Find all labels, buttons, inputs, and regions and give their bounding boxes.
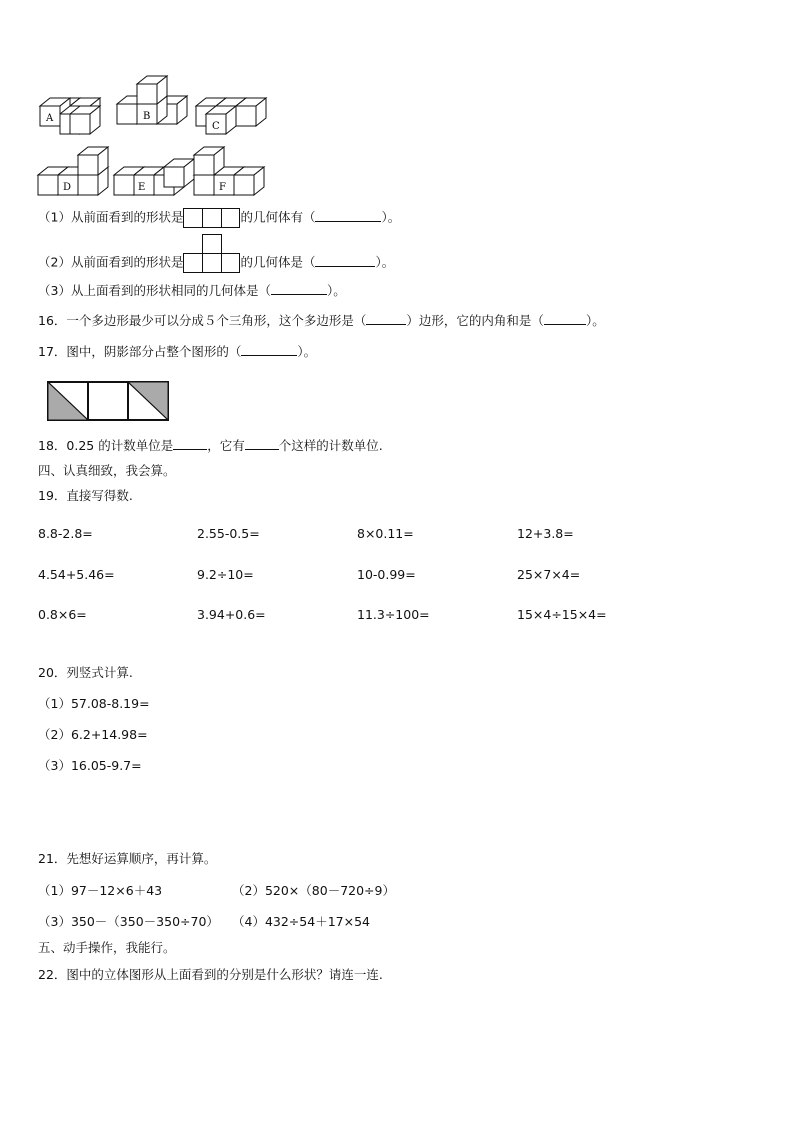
q22-title: 22．图中的立体图形从上面看到的分别是什么形状？请连一连. [38, 967, 383, 982]
t-shape [183, 244, 240, 282]
q18-blank-1[interactable] [173, 437, 207, 450]
q15-part3-prefix: （3）从上面看到的形状相同的几何体是（ [38, 283, 271, 298]
q19-r2c1: 4.54+5.46= [38, 567, 115, 582]
q16-blank-2[interactable] [544, 312, 586, 325]
figure-d-label: D [63, 182, 72, 193]
q18 [38, 437, 383, 454]
q15-part1 [38, 208, 400, 228]
figure-c-label: C [212, 121, 220, 132]
q15-part3-end: ）。 [326, 283, 346, 298]
q15-part2 [38, 244, 394, 282]
q21-item-4: （4）432÷54＋17×54 [232, 914, 370, 929]
q19-r2c4: 25×7×4= [517, 567, 581, 582]
q21-item-1: （1）97－12×6＋43 [38, 883, 163, 898]
q21-title: 21．先想好运算顺序，再计算。 [38, 851, 217, 866]
q19-r1c1: 8.8-2.8= [38, 526, 93, 541]
figure-a-label: A [46, 113, 54, 124]
q18-middle: ，它有 [207, 438, 245, 453]
q19-r1c2: 2.55-0.5= [197, 526, 260, 541]
figure-e [114, 159, 194, 195]
q17-blank[interactable] [241, 343, 297, 356]
q16 [38, 312, 605, 329]
q15-part1-end: ）。 [381, 209, 401, 225]
q16-end: ）。 [585, 313, 605, 328]
q16-middle: ）边形，它的内角和是（ [406, 313, 544, 328]
q21-item-3: （3）350－（350－350÷70） [38, 914, 219, 929]
q17-end: ）。 [297, 344, 317, 359]
three-squares-row-shape [183, 208, 240, 228]
q19-r3c4: 15×4÷15×4= [517, 607, 607, 622]
figure-c [196, 98, 266, 134]
section-5-heading: 五、动手操作，我能行。 [38, 940, 176, 955]
figure-b-label: B [143, 111, 151, 122]
section-4-heading: 四、认真细致，我会算。 [38, 463, 176, 478]
q19-r3c3: 11.3÷100= [357, 607, 430, 622]
q19-r3c2: 3.94+0.6= [197, 607, 266, 622]
figure-f-label: F [219, 182, 226, 193]
q15-part1-blank[interactable] [315, 209, 381, 222]
q15-part1-prefix: （1）从前面看到的形状是 [38, 209, 184, 225]
q16-prefix: 16．一个多边形最少可以分成５个三角形，这个多边形是（ [38, 313, 367, 328]
figure-f [194, 147, 264, 195]
q20-title: 20．列竖式计算. [38, 665, 133, 680]
q15-part2-end: ）。 [375, 254, 395, 270]
q20-item-2: （2）6.2+14.98= [38, 727, 148, 742]
q19-r2c2: 9.2÷10= [197, 567, 254, 582]
q19-r1c3: 8×0.11= [357, 526, 414, 541]
shaded-rectangle-figure [46, 380, 172, 424]
q18-end: 个这样的计数单位. [278, 438, 383, 453]
q17 [38, 343, 316, 360]
q21-item-2: （2）520×（80－720÷9） [232, 883, 395, 898]
cube-figures [0, 0, 794, 205]
q15-part2-blank[interactable] [315, 254, 375, 267]
q18-blank-2[interactable] [245, 437, 279, 450]
q19-title: 19．直接写得数. [38, 488, 133, 503]
q19-r2c3: 10-0.99= [357, 567, 416, 582]
q20-item-3: （3）16.05-9.7= [38, 758, 142, 773]
q15-part1-suffix: 的几何体有（ [240, 209, 316, 225]
figure-e-label: E [138, 182, 146, 193]
q15-part2-suffix: 的几何体是（ [240, 254, 316, 270]
q19-r1c4: 12+3.8= [517, 526, 574, 541]
q15-part2-prefix: （2）从前面看到的形状是 [38, 254, 184, 270]
figure-d [38, 147, 108, 195]
q15-part3-blank[interactable] [271, 282, 327, 295]
q20-item-1: （1）57.08-8.19= [38, 696, 150, 711]
figure-b [117, 76, 187, 124]
q16-blank-1[interactable] [366, 312, 406, 325]
q15-part3 [38, 282, 346, 299]
q17-prefix: 17．图中，阴影部分占整个图形的（ [38, 344, 242, 359]
q19-r3c1: 0.8×6= [38, 607, 87, 622]
q18-prefix: 18．0.25 的计数单位是 [38, 438, 174, 453]
